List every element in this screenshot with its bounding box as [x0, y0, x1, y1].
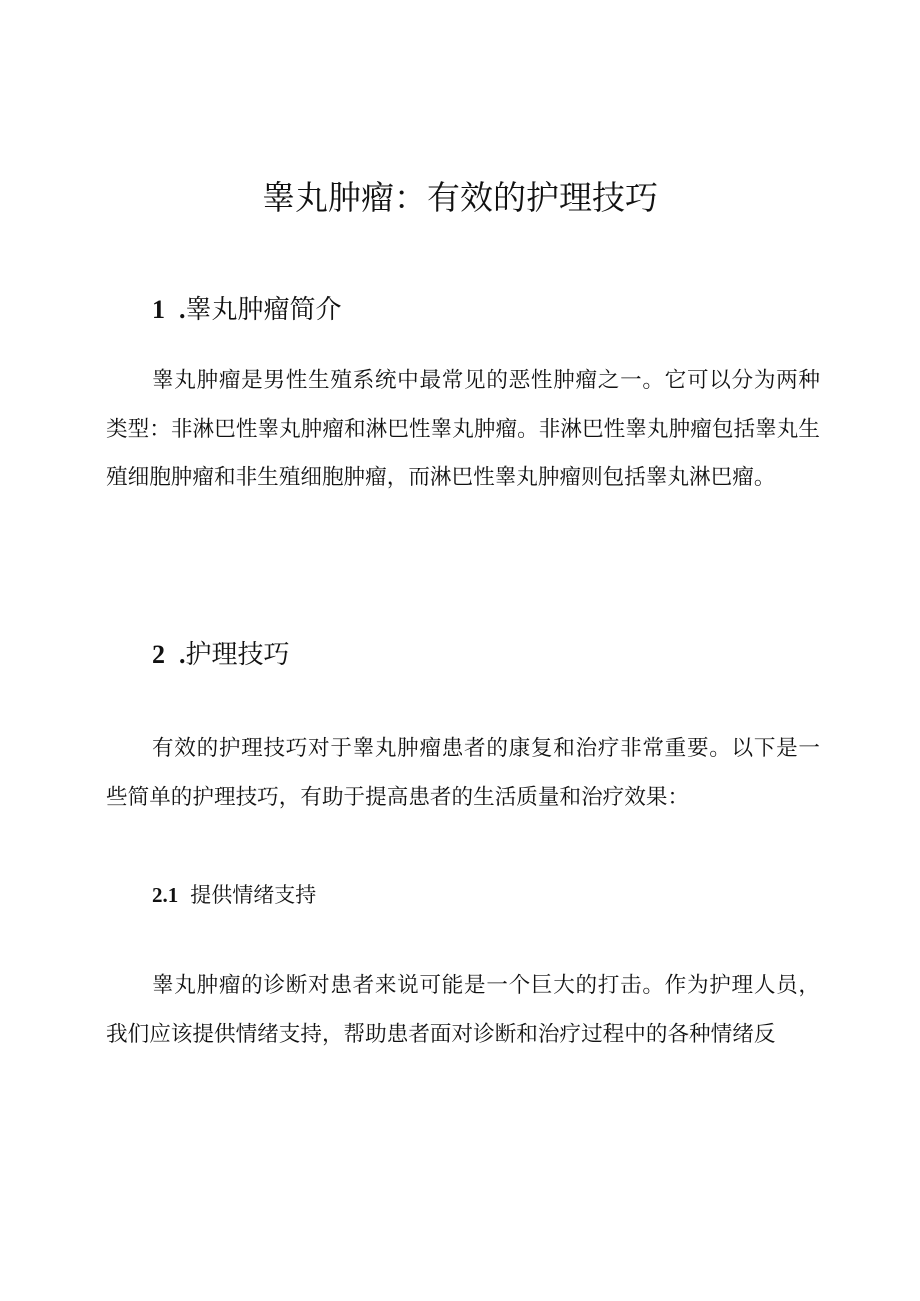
section-1-paragraph: 睾丸肿瘤是男性生殖系统中最常见的恶性肿瘤之一。它可以分为两种类型：非淋巴性睾丸肿瘤和淋巴性睾丸肿瘤。非淋巴性睾丸肿瘤包括睾丸生殖细胞肿瘤和非生殖细胞肿瘤，而淋巴性睾丸肿瘤则包括睾丸淋巴瘤。 [106, 368, 820, 490]
section-1-dot: . [179, 295, 186, 324]
subsection-2-1-number: 2.1 [152, 883, 179, 907]
section-2-number: 2 [152, 640, 165, 669]
document-title: 睾丸肿瘤：有效的护理技巧 [262, 178, 658, 217]
section-1-heading [152, 292, 342, 328]
section-2-dot: . [179, 640, 186, 669]
section-1-title: 睾丸肿瘤简介 [185, 295, 342, 325]
section-2-heading [152, 637, 290, 673]
subsection-2-1-heading [152, 880, 316, 910]
section-1-number: 1 [152, 295, 165, 324]
subsection-2-1-paragraph: 睾丸肿瘤的诊断对患者来说可能是一个巨大的打击。作为护理人员，我们应该提供情绪支持，帮助患者面对诊断和治疗过程中的各种情绪反 [106, 973, 820, 1047]
section-2-paragraph: 有效的护理技巧对于睾丸肿瘤患者的康复和治疗非常重要。以下是一些简单的护理技巧，有助于提高患者的生活质量和治疗效果： [106, 736, 820, 810]
subsection-2-1-title: 提供情绪支持 [190, 883, 317, 907]
section-2-title: 护理技巧 [185, 640, 290, 670]
